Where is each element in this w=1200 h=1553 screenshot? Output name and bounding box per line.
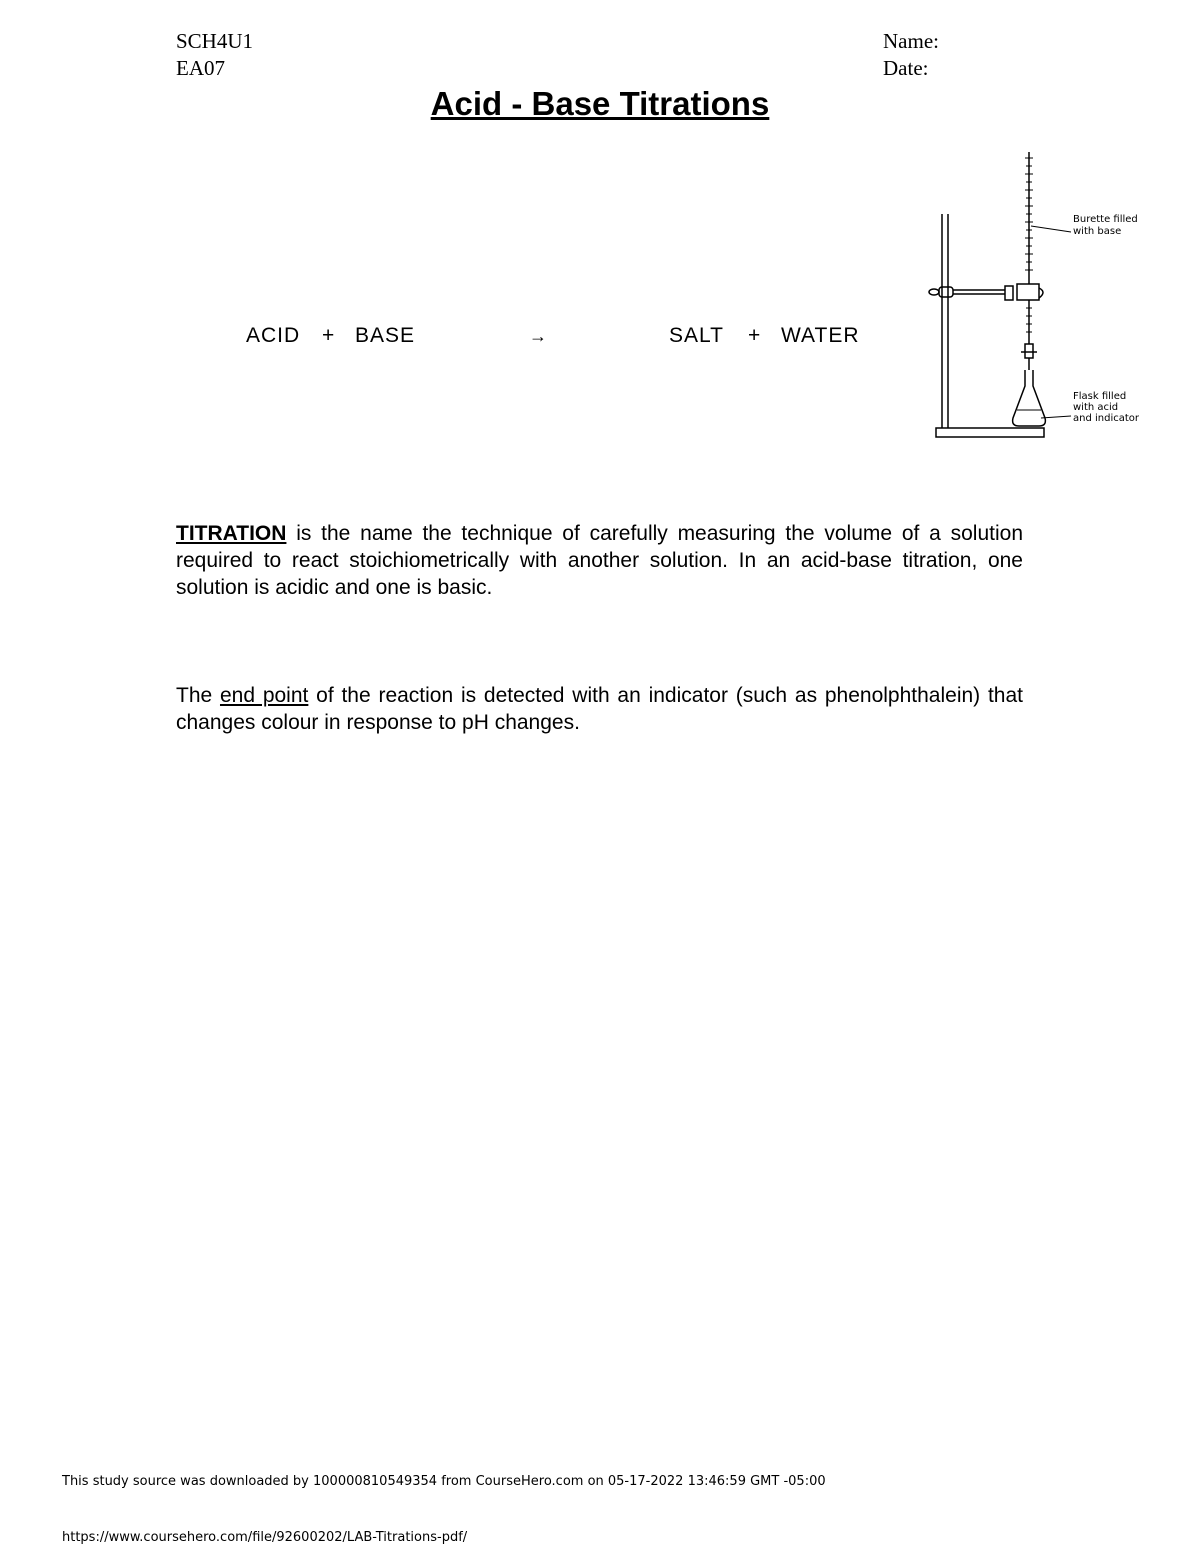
- burette-clamp: [1017, 284, 1039, 300]
- titration-definition-text: is the name the technique of carefully measuring the volume of a solution required to react stoichiometrically with another solution. In an acid-base titration, one solution is acidic and one is basic.: [176, 522, 1023, 599]
- equation-product-salt: SALT: [669, 324, 724, 347]
- page-title: Acid - Base Titrations: [430, 85, 770, 122]
- burette-label-line1: Burette filled: [1073, 214, 1138, 225]
- activity-code: EA07: [176, 56, 225, 80]
- burette-label-line2: with base: [1073, 226, 1122, 237]
- name-label: Name:: [883, 29, 939, 53]
- equation-reactant-base: BASE: [355, 324, 416, 347]
- stand-base: [936, 428, 1044, 437]
- equation-plus-1: +: [322, 324, 336, 347]
- burette-leader-line: [1031, 226, 1071, 232]
- flask-leader-line: [1041, 416, 1071, 418]
- flask-label-line3: and indicator: [1073, 413, 1140, 424]
- end-point-text: of the reaction is detected with an indicator (such as phenolphthalein) that changes colour in response to pH changes.: [176, 684, 1023, 734]
- download-note: This study source was downloaded by 100000810549354 from CourseHero.com on 05-17-2022 13:46:59 GMT -05:00: [62, 1474, 826, 1489]
- equation-plus-2: +: [748, 324, 762, 347]
- date-label: Date:: [883, 56, 929, 80]
- titration-definition-paragraph: [176, 520, 1023, 601]
- end-point-term: end point: [219, 684, 309, 707]
- titration-apparatus-diagram: [925, 148, 1155, 448]
- titration-term: TITRATION: [176, 522, 287, 545]
- course-code: SCH4U1: [176, 29, 254, 53]
- erlenmeyer-flask: [1013, 370, 1046, 426]
- equation-reactant-acid: ACID: [246, 324, 301, 347]
- flask-label-line2: with acid: [1073, 402, 1119, 413]
- end-point-lead: The: [176, 684, 220, 707]
- source-url-link[interactable]: https://www.coursehero.com/file/92600202/LAB-Titrations-pdf/: [62, 1530, 468, 1545]
- clamp-knob: [929, 289, 939, 295]
- end-point-paragraph: [176, 682, 1023, 736]
- equation-arrow: →: [529, 326, 548, 346]
- flask-label-line1: Flask filled: [1073, 391, 1127, 402]
- equation-product-water: WATER: [781, 324, 860, 347]
- clamp-holder: [939, 287, 953, 297]
